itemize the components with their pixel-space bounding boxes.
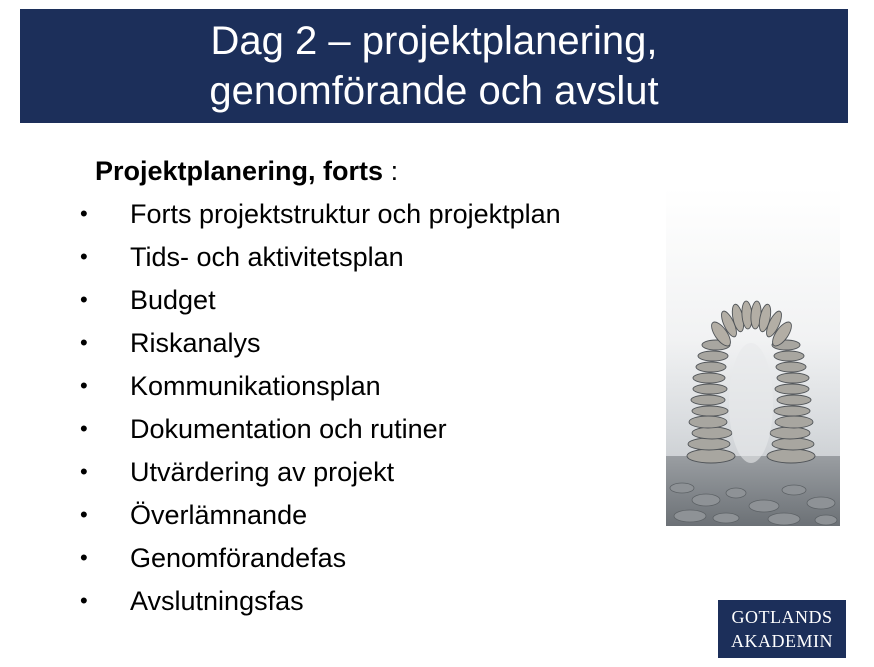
slide-title-line-1: Dag 2 – projektplanering,	[210, 19, 658, 63]
bullet-text: Riskanalys	[130, 328, 261, 358]
logo-line-1: GOTLANDS	[731, 607, 833, 627]
bullet-icon: •	[80, 416, 88, 441]
logo-line-2: AKADEMIN	[731, 631, 833, 651]
bullet-icon: •	[80, 201, 88, 226]
bullet-icon: •	[80, 459, 88, 484]
bullet-text: Dokumentation och rutiner	[130, 414, 447, 444]
bullet-icon: •	[80, 244, 88, 269]
bullet-text: Forts projektstruktur och projektplan	[130, 199, 561, 229]
section-heading-colon: :	[383, 156, 399, 186]
bullet-icon: •	[80, 373, 88, 398]
stone-arch-photo	[666, 188, 840, 526]
bullet-text: Kommunikationsplan	[130, 371, 381, 401]
title-banner	[20, 9, 848, 123]
bullet-text: Utvärdering av projekt	[130, 457, 395, 487]
slide-title-line-2: genomförande och avslut	[209, 69, 659, 113]
bullet-icon: •	[80, 330, 88, 355]
bullet-text: Överlämnande	[130, 500, 308, 530]
bullet-icon: •	[80, 502, 88, 527]
bullet-icon: •	[80, 287, 88, 312]
bullet-text: Genomförandefas	[130, 543, 347, 573]
section-heading	[95, 153, 398, 189]
bullet-text: Avslutningsfas	[130, 586, 304, 616]
bullet-icon: •	[80, 545, 88, 570]
section-heading-bold: Projektplanering, forts	[95, 156, 384, 186]
bullet-icon: •	[80, 588, 88, 613]
gotlands-akademin-logo	[718, 600, 846, 658]
bullet-text: Budget	[130, 285, 216, 315]
bullet-text: Tids- och aktivitetsplan	[130, 242, 404, 272]
